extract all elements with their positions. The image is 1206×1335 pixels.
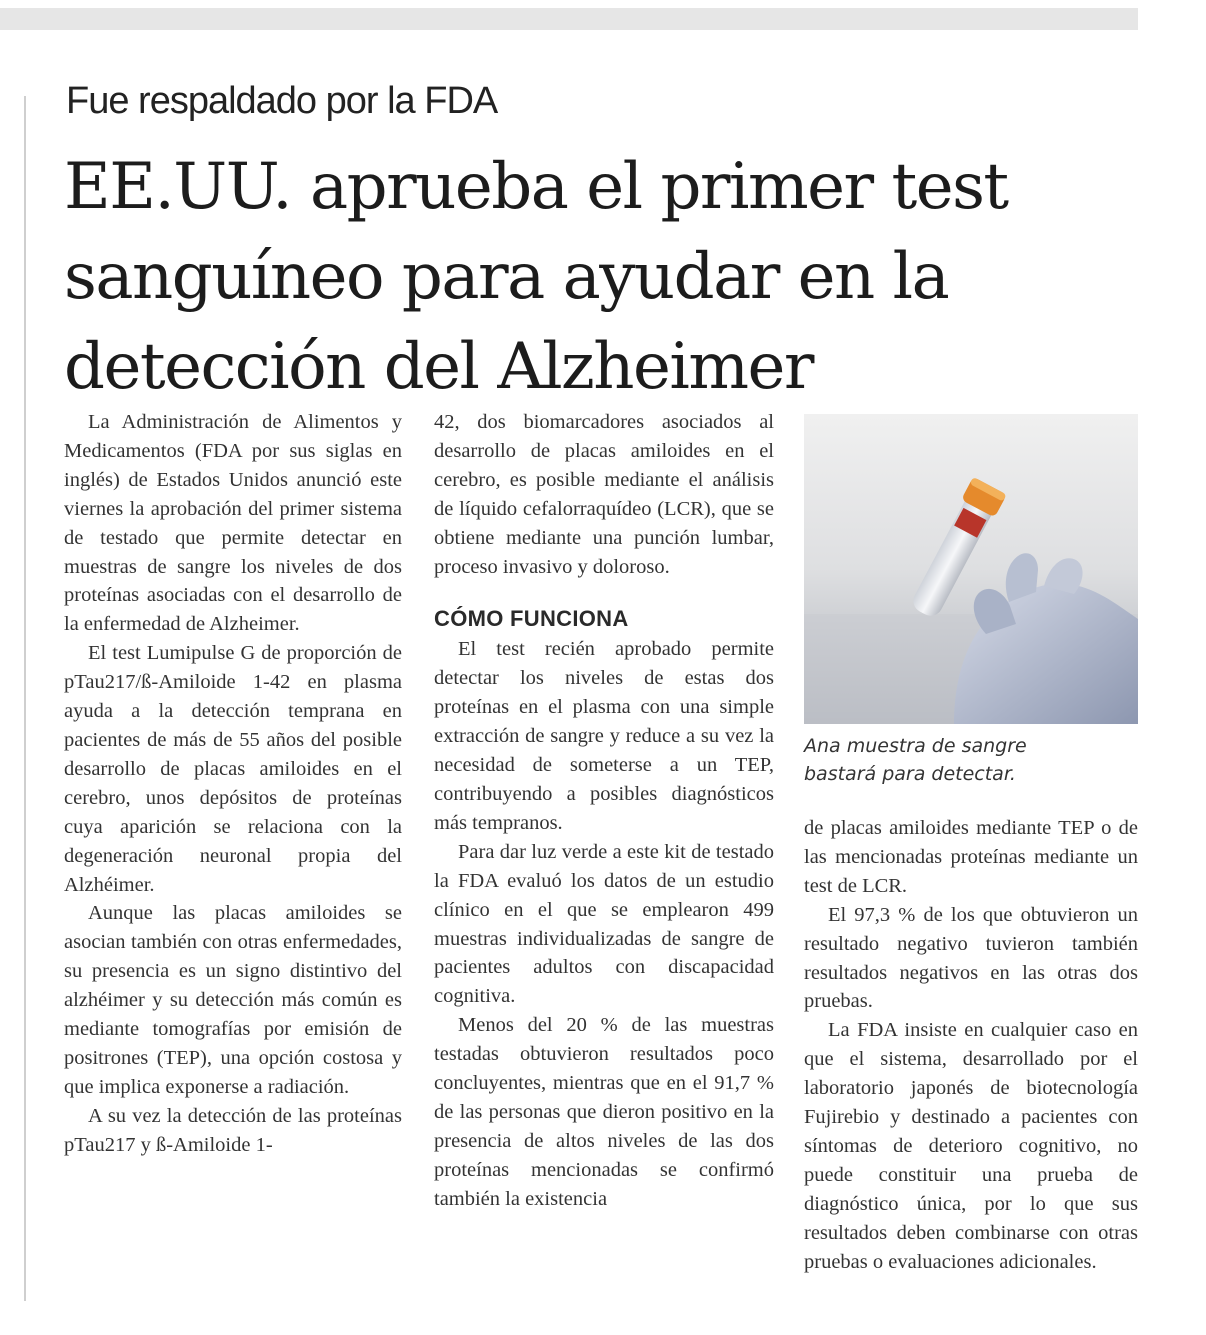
left-column-rule <box>24 96 26 1301</box>
article-column-1 <box>64 408 402 1160</box>
headline-line-1: EE.UU. aprueba el primer test <box>64 150 1008 224</box>
article-headline <box>64 142 1104 412</box>
caption-line-2: bastará para detectar. <box>804 763 1016 785</box>
page-top-bar <box>0 8 1138 30</box>
paragraph: El test Lumipulse G de proporción de pTau217/ß-Amiloide 1-42 en plasma ayuda a la detección temprana en pacientes de más de 55 años del posible desarrollo de placas amiloides en el cerebro, unos depósitos de proteínas cuya aparición se relaciona con la degeneración neuronal propia del Alzhéimer. <box>64 642 402 896</box>
paragraph: 42, dos biomarcadores asociados al desarrollo de placas amiloides en el cerebro, es posible mediante el análisis de líquido cefalorraquídeo (LCR), que se obtiene mediante una punción lumbar, proceso invasivo y doloroso. <box>434 411 774 578</box>
headline-line-2: sanguíneo para ayudar en la <box>64 240 949 314</box>
headline-line-3: detección del Alzheimer <box>64 330 813 404</box>
paragraph: La FDA insiste en cualquier caso en que el sistema, desarrollado por el laboratorio japonés de biotecnología Fujirebio y destinado a pacientes con síntomas de deterioro cognitivo, no puede constituir una prueba de diagnóstico única, por lo que sus resultados deben combinarse con otras pruebas o evaluaciones adicionales. <box>804 1019 1138 1273</box>
paragraph: El test recién aprobado permite detectar los niveles de estas dos proteínas en el plasma con una simple extracción de sangre y reduce a su vez la necesidad de someterse a un TEP, contribuyendo a posibles diagnósticos más tempranos. <box>434 638 774 834</box>
paragraph: de placas amiloides mediante TEP o de las mencionadas proteínas mediante un test de LCR. <box>804 817 1138 897</box>
article-column-3 <box>804 814 1138 1277</box>
paragraph: A su vez la detección de las proteínas pTau217 y ß-Amiloide 1- <box>64 1104 402 1156</box>
article-column-2 <box>434 408 774 1214</box>
photo-caption <box>804 732 1138 788</box>
gloved-hand-holding-blood-tube-icon <box>804 414 1138 724</box>
caption-line-1: Ana muestra de sangre <box>804 735 1027 757</box>
article-photo <box>804 414 1138 724</box>
paragraph: El 97,3 % de los que obtuvieron un resultado negativo tuvieron también resultados negativos en las otras dos pruebas. <box>804 903 1138 1013</box>
paragraph: Aunque las placas amiloides se asocian también con otras enfermedades, su presencia es un signo distintivo del alzhéimer y su detección más común es mediante tomografías por emisión de positrones (TEP), una opción costosa y que implica exponerse a radiación. <box>64 902 402 1098</box>
paragraph: Menos del 20 % de las muestras testadas obtuvieron resultados poco concluyentes, mientras que en el 91,7 % de las personas que dieron positivo en la presencia de altos niveles de las dos proteínas mencionadas se confirmó también la existencia <box>434 1014 774 1210</box>
article-kicker: Fue respaldado por la FDA <box>66 80 498 122</box>
paragraph: Para dar luz verde a este kit de testado la FDA evaluó los datos de un estudio clínico en el que se emplearon 499 muestras individualizadas de sangre de pacientes adultos con discapacidad cognitiva. <box>434 840 774 1008</box>
paragraph: La Administración de Alimentos y Medicamentos (FDA por sus siglas en inglés) de Estados Unidos anunció este viernes la aprobación del primer sistema de testado que permite detectar en muestras de sangre los niveles de dos proteínas asociadas con el desarrollo de la enfermedad de Alzheimer. <box>64 411 402 636</box>
section-subhead: CÓMO FUNCIONA <box>434 606 629 632</box>
